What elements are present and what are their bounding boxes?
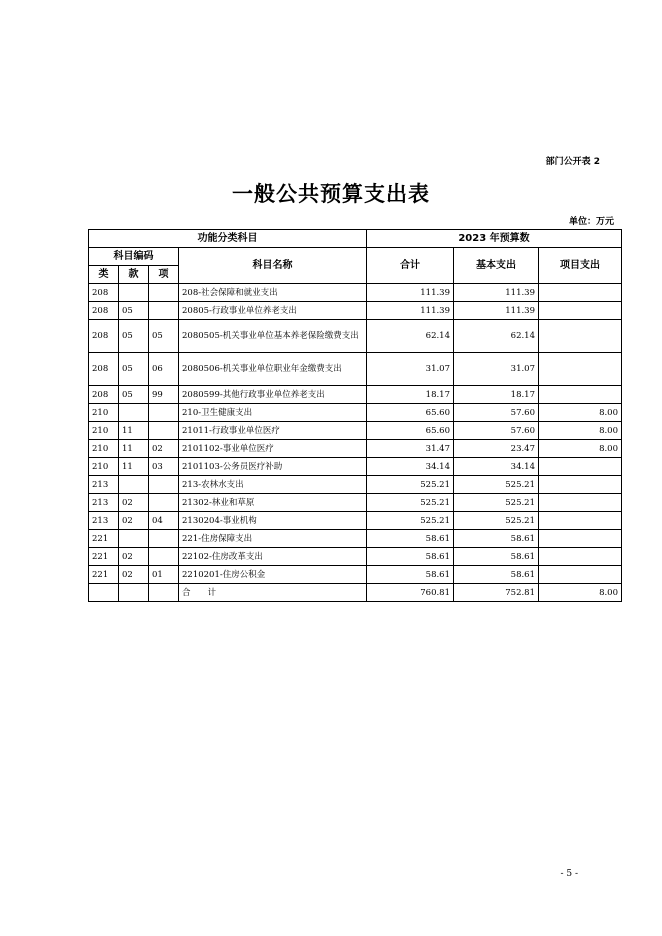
cell-kuan: 02 [119, 494, 149, 512]
cell-basic: 525.21 [454, 512, 539, 530]
cell-total: 58.61 [367, 548, 454, 566]
header-kuan: 款 [119, 266, 149, 284]
cell-xiang [149, 476, 179, 494]
cell-lei: 221 [89, 566, 119, 584]
cell-lei: 210 [89, 422, 119, 440]
cell-total: 111.39 [367, 302, 454, 320]
header-budget-year: 2023 年预算数 [367, 230, 622, 248]
cell-basic: 31.07 [454, 353, 539, 386]
cell-basic: 18.17 [454, 386, 539, 404]
header-subject-name: 科目名称 [179, 248, 367, 284]
cell-basic: 23.47 [454, 440, 539, 458]
total-row [89, 584, 622, 602]
cell-lei: 210 [89, 440, 119, 458]
cell-lei: 208 [89, 302, 119, 320]
cell-total: 31.07 [367, 353, 454, 386]
cell-kuan: 05 [119, 386, 149, 404]
cell-subject-name: 22102-住房改革支出 [179, 548, 367, 566]
cell-lei: 208 [89, 386, 119, 404]
cell-lei: 210 [89, 458, 119, 476]
cell-xiang [149, 548, 179, 566]
cell-kuan [119, 476, 149, 494]
header-total: 合计 [367, 248, 454, 284]
cell-basic: 525.21 [454, 476, 539, 494]
cell-kuan [119, 584, 149, 602]
table-row [89, 512, 622, 530]
cell-basic: 62.14 [454, 320, 539, 353]
cell-subject-name: 21302-林业和草原 [179, 494, 367, 512]
cell-kuan: 11 [119, 458, 149, 476]
cell-kuan: 02 [119, 512, 149, 530]
cell-subject-name: 2080599-其他行政事业单位养老支出 [179, 386, 367, 404]
cell-lei [89, 584, 119, 602]
header-lei: 类 [89, 266, 119, 284]
cell-subject-name: 21011-行政事业单位医疗 [179, 422, 367, 440]
cell-kuan: 05 [119, 320, 149, 353]
cell-basic: 58.61 [454, 548, 539, 566]
cell-total: 525.21 [367, 494, 454, 512]
cell-xiang: 99 [149, 386, 179, 404]
cell-total: 111.39 [367, 284, 454, 302]
cell-total: 525.21 [367, 512, 454, 530]
cell-xiang: 05 [149, 320, 179, 353]
cell-total: 65.60 [367, 404, 454, 422]
cell-lei: 213 [89, 494, 119, 512]
cell-subject-name: 210-卫生健康支出 [179, 404, 367, 422]
cell-basic: 111.39 [454, 284, 539, 302]
table-row [89, 548, 622, 566]
cell-subject-name: 2080505-机关事业单位基本养老保险缴费支出 [179, 320, 367, 353]
table-row [89, 353, 622, 386]
cell-kuan [119, 284, 149, 302]
cell-xiang: 06 [149, 353, 179, 386]
cell-project [539, 458, 622, 476]
cell-project: 8.00 [539, 404, 622, 422]
cell-xiang [149, 494, 179, 512]
cell-project [539, 302, 622, 320]
header-subject-code: 科目编码 [89, 248, 179, 266]
cell-basic: 58.61 [454, 566, 539, 584]
page-title: 一般公共预算支出表 [232, 182, 430, 206]
cell-project [539, 530, 622, 548]
table-row [89, 458, 622, 476]
table-row [89, 422, 622, 440]
budget-table [88, 229, 622, 602]
cell-total: 65.60 [367, 422, 454, 440]
cell-project: 8.00 [539, 422, 622, 440]
cell-lei: 221 [89, 548, 119, 566]
cell-basic: 58.61 [454, 530, 539, 548]
cell-kuan [119, 530, 149, 548]
header-xiang: 项 [149, 266, 179, 284]
cell-total: 58.61 [367, 530, 454, 548]
table-row [89, 530, 622, 548]
unit-label: 单位：万元 [568, 217, 614, 227]
cell-total: 525.21 [367, 476, 454, 494]
cell-xiang: 02 [149, 440, 179, 458]
cell-kuan [119, 404, 149, 422]
cell-lei: 208 [89, 353, 119, 386]
cell-basic: 111.39 [454, 302, 539, 320]
cell-project [539, 320, 622, 353]
cell-subject-name: 2130204-事业机构 [179, 512, 367, 530]
cell-xiang: 03 [149, 458, 179, 476]
cell-kuan: 02 [119, 548, 149, 566]
cell-project [539, 353, 622, 386]
table-row [89, 404, 622, 422]
cell-xiang [149, 302, 179, 320]
page-number: - 5 - [560, 869, 578, 879]
table-row [89, 386, 622, 404]
cell-xiang: 01 [149, 566, 179, 584]
cell-project [539, 512, 622, 530]
cell-kuan: 11 [119, 440, 149, 458]
cell-basic: 525.21 [454, 494, 539, 512]
cell-kuan: 02 [119, 566, 149, 584]
cell-xiang [149, 584, 179, 602]
cell-lei: 208 [89, 320, 119, 353]
cell-subject-name: 2101103-公务员医疗补助 [179, 458, 367, 476]
total-project: 8.00 [539, 584, 622, 602]
cell-total: 31.47 [367, 440, 454, 458]
table-row [89, 440, 622, 458]
cell-project [539, 494, 622, 512]
cell-basic: 34.14 [454, 458, 539, 476]
document-label: 部门公开表 2 [545, 157, 600, 167]
cell-project [539, 548, 622, 566]
cell-total: 58.61 [367, 566, 454, 584]
cell-xiang [149, 530, 179, 548]
cell-subject-name: 2080506-机关事业单位职业年金缴费支出 [179, 353, 367, 386]
cell-kuan: 05 [119, 302, 149, 320]
cell-lei: 213 [89, 512, 119, 530]
cell-kuan: 11 [119, 422, 149, 440]
cell-lei: 210 [89, 404, 119, 422]
cell-subject-name: 2101102-事业单位医疗 [179, 440, 367, 458]
cell-total: 18.17 [367, 386, 454, 404]
total-label: 合 计 [179, 584, 367, 602]
cell-subject-name: 221-住房保障支出 [179, 530, 367, 548]
table-row [89, 476, 622, 494]
cell-subject-name: 2210201-住房公积金 [179, 566, 367, 584]
header-project-expenditure: 项目支出 [539, 248, 622, 284]
cell-xiang [149, 404, 179, 422]
table-row [89, 320, 622, 353]
cell-project [539, 566, 622, 584]
cell-project [539, 284, 622, 302]
table-row [89, 284, 622, 302]
header-basic-expenditure: 基本支出 [454, 248, 539, 284]
table-row [89, 566, 622, 584]
table-row [89, 494, 622, 512]
header-function-classification: 功能分类科目 [89, 230, 367, 248]
cell-lei: 221 [89, 530, 119, 548]
cell-total: 34.14 [367, 458, 454, 476]
cell-lei: 208 [89, 284, 119, 302]
cell-xiang [149, 422, 179, 440]
cell-subject-name: 208-社会保障和就业支出 [179, 284, 367, 302]
cell-basic: 57.60 [454, 422, 539, 440]
cell-project [539, 476, 622, 494]
cell-subject-name: 20805-行政事业单位养老支出 [179, 302, 367, 320]
cell-kuan: 05 [119, 353, 149, 386]
cell-total: 62.14 [367, 320, 454, 353]
cell-xiang: 04 [149, 512, 179, 530]
cell-subject-name: 213-农林水支出 [179, 476, 367, 494]
cell-project [539, 386, 622, 404]
total-basic: 752.81 [454, 584, 539, 602]
cell-basic: 57.60 [454, 404, 539, 422]
table-row [89, 302, 622, 320]
cell-xiang [149, 284, 179, 302]
cell-project: 8.00 [539, 440, 622, 458]
total-total: 760.81 [367, 584, 454, 602]
cell-lei: 213 [89, 476, 119, 494]
